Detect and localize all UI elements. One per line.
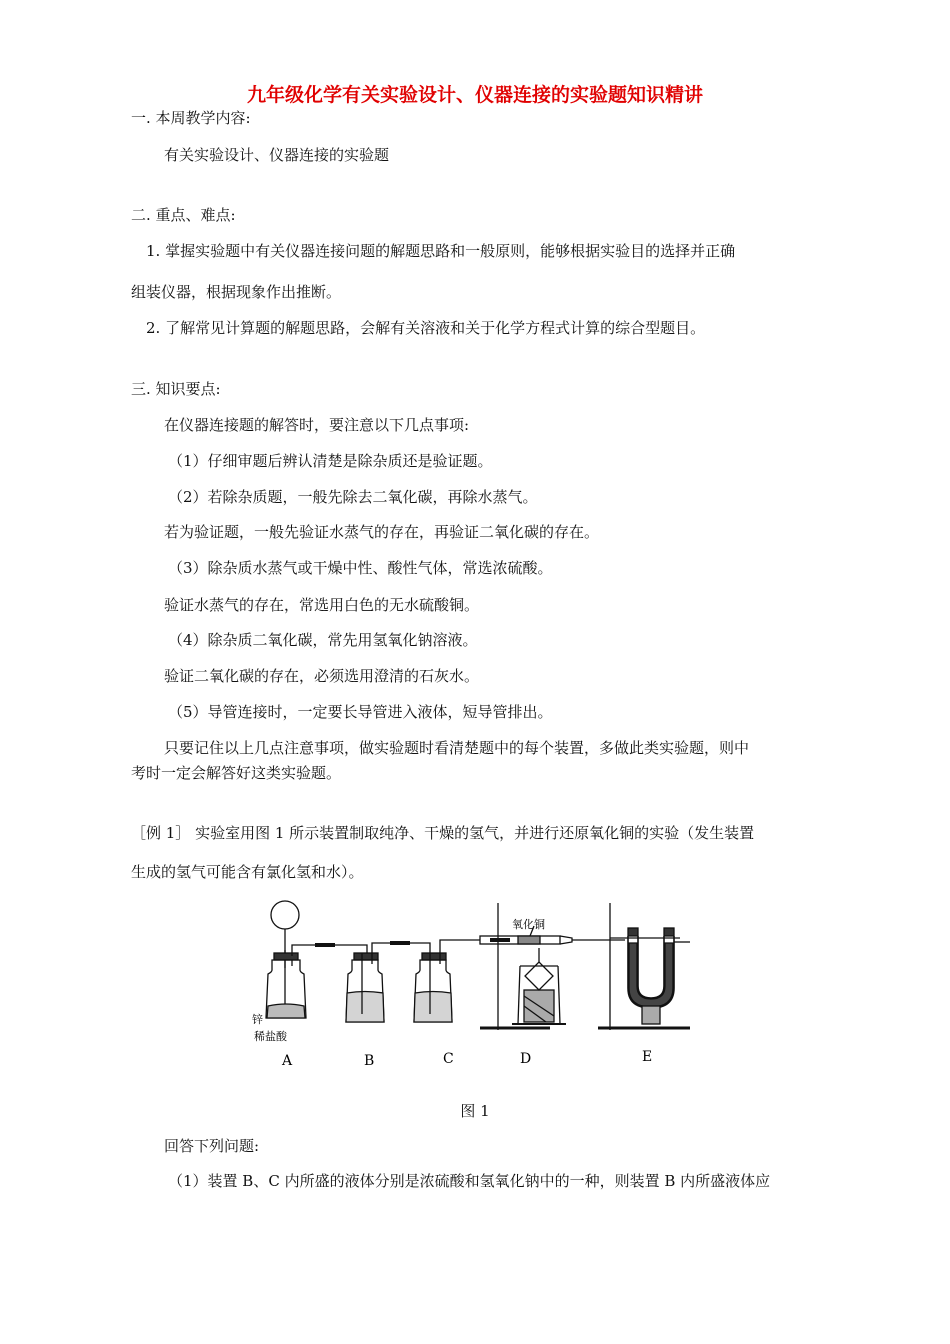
document-title: 九年级化学有关实验设计、仪器连接的实验题知识精讲 [246,84,703,106]
section1-content: 有关实验设计、仪器连接的实验题 [164,146,390,164]
question-1: （1）装置 B、C 内所盛的液体分别是浓硫酸和氢氧化钠中的一种，则装置 B 内所盛液体应 [168,1172,771,1190]
label-copper-oxide: 氧化铜 [512,918,545,931]
section2-heading: 二. 重点、难点: [131,206,236,224]
section3-summary-line2: 考时一定会解答好这类实验题。 [131,764,342,782]
label-e: E [642,1049,653,1065]
section1-heading: 一. 本周教学内容: [131,109,251,127]
section3-point2b: 若为验证题，一般先验证水蒸气的存在，再验证二氧化碳的存在。 [164,523,600,541]
section2-item1-line2: 组装仪器，根据现象作出推断。 [131,283,342,301]
section3-point2: （2）若除杂质题，一般先除去二氧化碳，再除水蒸气。 [168,488,538,506]
section3-heading: 三. 知识要点: [131,380,221,398]
section3-point3b: 验证水蒸气的存在，常选用白色的无水硫酸铜。 [164,596,480,614]
section3-summary-line1: 只要记住以上几点注意事项，做实验题时看清楚题中的每个装置，多做此类实验题，则中 [164,739,750,757]
section3-point3: （3）除杂质水蒸气或干燥中性、酸性气体，常选浓硫酸。 [168,559,553,577]
section3-point1: （1）仔细审题后辨认清楚是除杂质还是验证题。 [168,452,493,470]
label-d: D [520,1051,532,1067]
section3-point5: （5）导管连接时，一定要长导管进入液体，短导管排出。 [168,703,553,721]
label-dilute-hcl: 稀盐酸 [254,1030,287,1043]
section2-item2: 2. 了解常见计算题的解题思路，会解有关溶液和关于化学方程式计算的综合型题目。 [146,319,706,337]
label-a: A [282,1053,293,1069]
example1-line2: 生成的氢气可能含有氯化氢和水）。 [131,863,364,881]
section3-intro: 在仪器连接题的解答时，要注意以下几点事项: [164,416,470,434]
funnel-bulb [271,901,299,929]
label-b: B [364,1053,375,1069]
section3-point4b: 验证二氧化碳的存在，必须选用澄清的石灰水。 [164,667,480,685]
figure-caption: 图 1 [460,1102,490,1120]
example1-line1: ［例 1］ 实验室用图 1 所示装置制取纯净、干燥的氢气，并进行还原氧化铜的实验（发生装置 [131,824,755,842]
label-c: C [443,1051,454,1067]
section2-item1-line1: 1. 掌握实验题中有关仪器连接问题的解题思路和一般原则，能够根据实验目的选择并正确 [146,242,736,260]
apparatus-diagram [250,898,700,1073]
label-zinc: 锌 [252,1013,263,1026]
section3-point4: （4）除杂质二氧化碳，常先用氢氧化钠溶液。 [168,631,478,649]
questions-intro: 回答下列问题: [164,1137,260,1155]
